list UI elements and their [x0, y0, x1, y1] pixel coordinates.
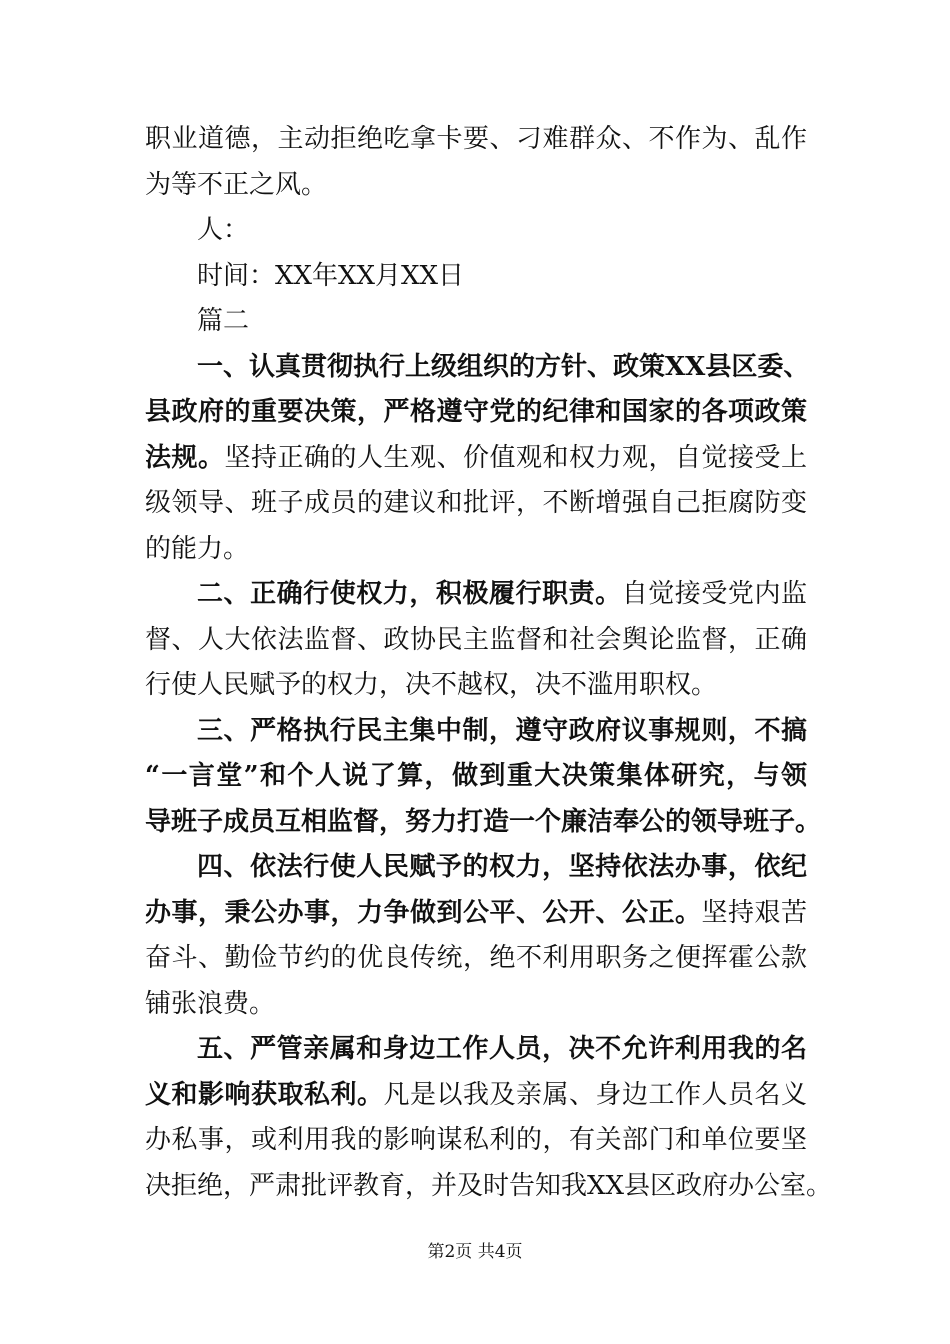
bold-lead-text: “一言堂”和个人说了算，做到重大决策集体研究，与领	[145, 761, 807, 791]
text-line	[145, 436, 807, 482]
text-line	[145, 936, 807, 982]
bold-lead-text: 义和影响获取私利。	[145, 1079, 384, 1110]
text-line	[145, 299, 807, 345]
bold-lead-text: 办事，秉公办事，力争做到公平、公开、公正。	[145, 897, 702, 928]
text-line	[145, 845, 807, 891]
line-text: 督、人大依法监督、政协民主监督和社会舆论监督，正确	[145, 624, 807, 655]
text-line	[145, 663, 807, 709]
line-text: 行使人民赋予的权力，决不越权，决不滥用职权。	[145, 670, 718, 700]
line-text: 职业道德，主动拒绝吃拿卡要、刁难群众、不作为、乱作	[145, 124, 807, 154]
line-text: 的能力。	[145, 533, 250, 564]
text-line	[145, 208, 807, 254]
document-body	[145, 117, 833, 1209]
text-line	[145, 800, 822, 846]
text-line	[145, 1118, 807, 1164]
bold-lead-text: 导班子成员互相监督，努力打造一个廉洁奉公的领导班子。	[145, 806, 822, 837]
line-text: 自觉接受党内监	[621, 579, 807, 609]
bold-lead-text: 二、正确行使权力，积极履行职责。	[197, 579, 622, 609]
text-line	[145, 1027, 807, 1073]
line-text: 为等不正之风。	[145, 169, 328, 200]
bold-lead-text: 法规。	[145, 442, 225, 473]
text-line	[145, 527, 807, 573]
line-text: 坚持正确的人生观、价值观和权力观，自觉接受上	[224, 442, 807, 473]
text-line	[145, 254, 807, 300]
text-line	[145, 618, 807, 664]
line-text: 篇二	[197, 306, 250, 336]
text-lines	[145, 117, 833, 1209]
line-text: 奋斗、勤俭节约的优良传统，绝不利用职务之便挥霍公款	[145, 943, 807, 973]
line-text: 办私事，或利用我的影响谋私利的，有关部门和单位要坚	[145, 1125, 807, 1155]
bold-lead-text: 五、严管亲属和身边工作人员，决不允许利用我的名	[197, 1034, 807, 1064]
text-line	[145, 163, 807, 209]
text-line	[145, 345, 810, 391]
text-line	[145, 390, 807, 436]
text-line	[145, 982, 807, 1028]
text-line	[145, 709, 807, 755]
text-line	[145, 481, 807, 527]
text-line	[145, 117, 807, 163]
line-text: 时间：XX年XX月XX日	[197, 260, 465, 291]
text-line	[145, 572, 807, 618]
text-line	[145, 1164, 833, 1210]
line-text: 决拒绝，严肃批评教育，并及时告知我XX县区政府办公室。	[145, 1170, 833, 1201]
line-text: 铺张浪费。	[145, 988, 276, 1019]
text-line	[145, 754, 807, 800]
bold-lead-text: 三、严格执行民主集中制，遵守政府议事规则，不搞	[197, 715, 807, 746]
bold-lead-text: 一、认真贯彻执行上级组织的方针、政策XX县区委、	[197, 351, 810, 382]
page-footer: 第2页 共4页	[427, 1242, 523, 1262]
line-text: 坚持艰苦	[701, 897, 807, 928]
bold-lead-text: 县政府的重要决策，严格遵守党的纪律和国家的各项政策	[145, 397, 807, 427]
line-text: 人：	[197, 215, 250, 245]
line-text: 级领导、班子成员的建议和批评，不断增强自己拒腐防变	[145, 488, 807, 518]
line-text: 凡是以我及亲属、身边工作人员名义	[383, 1079, 807, 1110]
text-line	[145, 891, 807, 937]
text-line	[145, 1073, 807, 1119]
bold-lead-text: 四、依法行使人民赋予的权力，坚持依法办事，依纪	[197, 852, 807, 882]
